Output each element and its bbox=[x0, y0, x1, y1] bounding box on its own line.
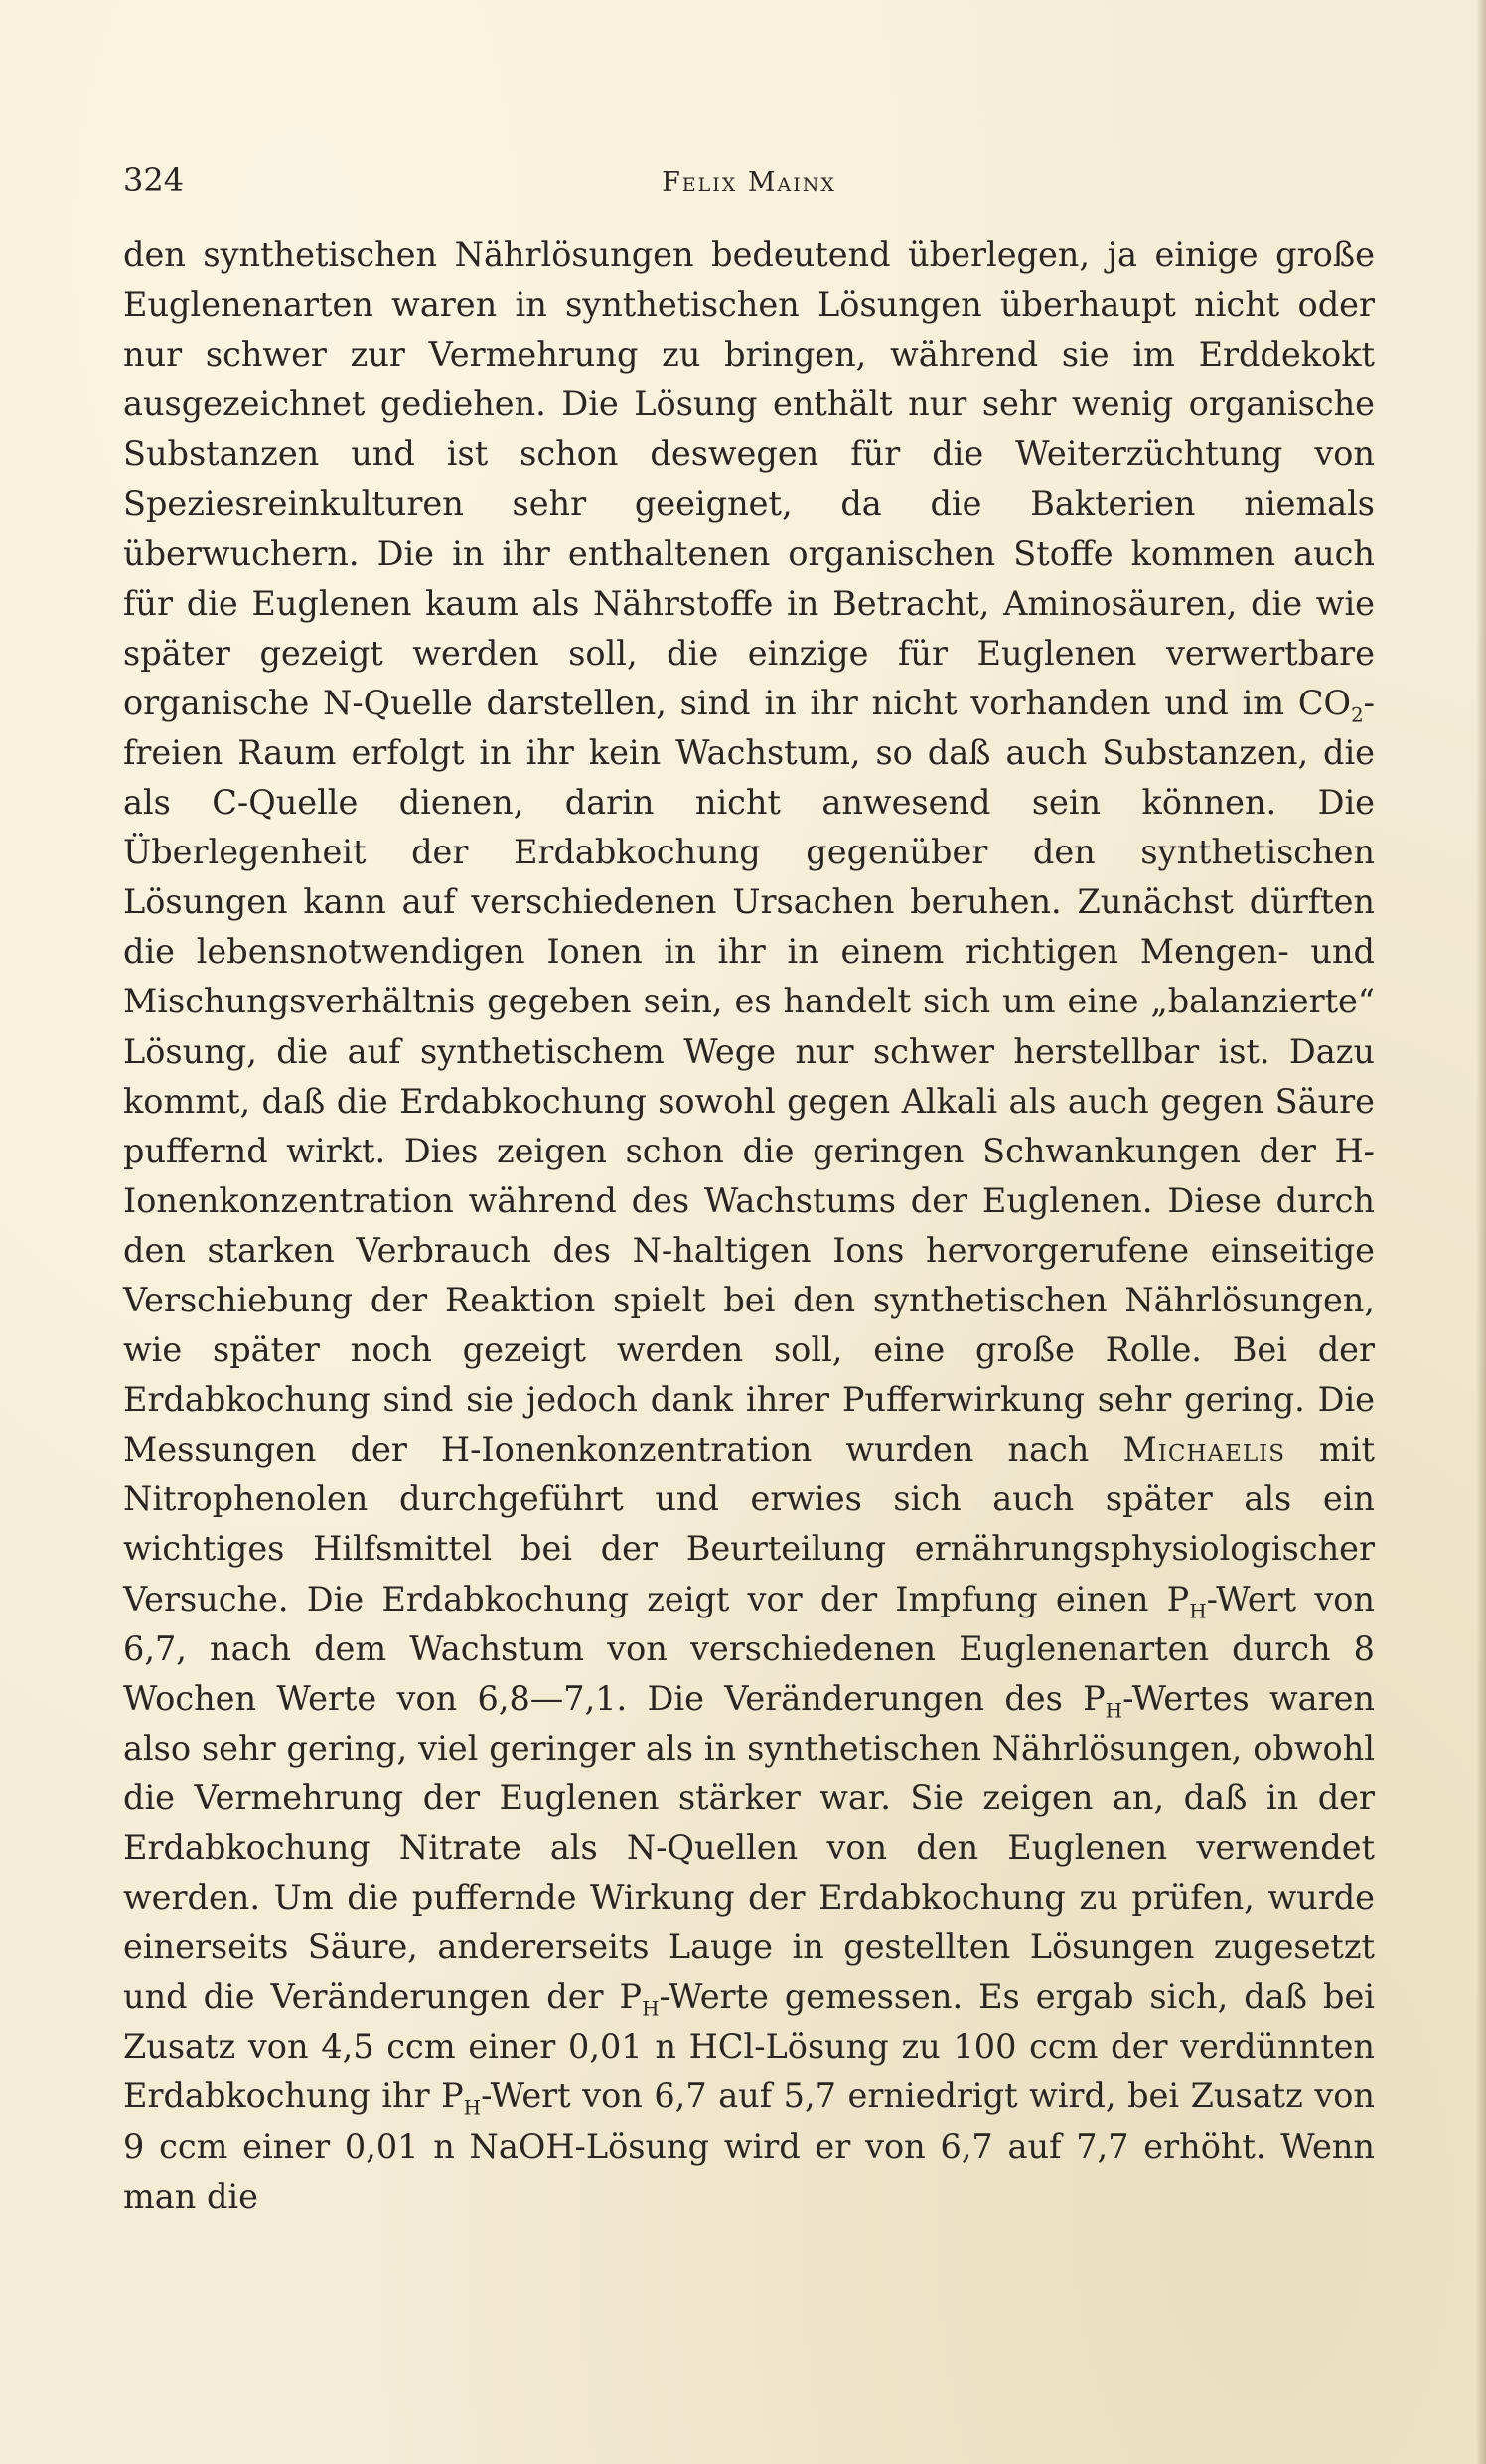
text-segment-5: -Wertes waren also sehr gering, viel geringer als in synthetischen Nährlösungen, obwohl die Vermehrung der Euglenen stärker war. Sie zeigen an, daß in der Erdabkochung Nitrate als N-Quellen von den Euglenen verwendet werden. Um die puffernde Wirkung der Erdabkochung zu prüfen, wurde einerseits Säure, andererseits Lauge in gestellten Lösungen zugesetzt und die Veränderungen der bbox=[123, 1678, 1376, 2017]
page-edge-shadow bbox=[1476, 0, 1486, 2464]
ph-subscript: H bbox=[463, 2096, 482, 2121]
text-segment-6: -Werte gemessen. Es ergab sich, daß bei Zusatz von 4,5 ccm einer 0,01 n HCl-Lösung zu 100 ccm der verdünnten Erdabkochung ihr bbox=[123, 1977, 1375, 2116]
text-segment-7: -Wert von 6,7 auf 5,7 erniedrigt wird, bei Zusatz von 9 ccm einer 0,01 n NaOH-Lösung wird er von 6,7 auf 7,7 erhöht. Wenn man die bbox=[123, 2077, 1375, 2216]
ph-subscript: H bbox=[1105, 1698, 1123, 1723]
running-head bbox=[123, 149, 1375, 209]
ph-base: P bbox=[1166, 1579, 1190, 1618]
ph-symbol-4 bbox=[441, 2077, 482, 2121]
ph-symbol-2 bbox=[1083, 1678, 1123, 1723]
ph-symbol-1 bbox=[1166, 1579, 1207, 1623]
text-segment-3: mit Nitrophenolen durchgeführt und erwies sich auch später als ein wichtiges Hilfsmittel bei der Beurteilung ernährungsphysiologischer Versuche. Die Erdabkochung zeigt vor der Impfung einen bbox=[123, 1430, 1375, 1618]
ph-subscript: H bbox=[642, 1996, 660, 2021]
page-number: 324 bbox=[123, 161, 185, 199]
text-segment-2: -freien Raum erfolgt in ihr kein Wachstum, so daß auch Substanzen, die als C-Quelle dienen, darin nicht anwesend sein können. Die Überlegenheit der Erdabkochung gegenüber den synthetischen Lösungen kann auf verschiedenen Ursachen beruhen. Zunächst dürften die lebensnotwendigen Ionen in ihr in einem richtigen Mengen- und Mischungsverhältnis gegeben sein, es handelt sich um eine „balanzierte“ Lösung, die auf synthetischem Wege nur schwer herstellbar ist. Dazu kommt, daß die Erdabkochung sowohl gegen Alkali als auch gegen Säure puffernd wirkt. Dies zeigen schon die geringen Schwankungen der H-Ionenkonzentration während des Wachstums der Euglenen. Diese durch den starken Verbrauch des N-haltigen Ions hervorgerufene einseitige Verschiebung der Reaktion spielt bei den synthetischen Nährlösungen, wie später noch gezeigt werden soll, eine große Rolle. Bei der Erdabkochung sind sie jedoch dank ihrer Pufferwirkung sehr gering. Die Messungen der H-Ionenkonzentration wurden nach bbox=[123, 683, 1375, 1469]
text-segment-1: den synthetischen Nährlösungen bedeutend überlegen, ja einige große Euglenenarten waren in synthetischen Lösungen überhaupt nicht oder nur schwer zur Vermehrung zu bringen, während sie im Erddekokt ausgezeichnet gediehen. Die Lösung enthält nur sehr wenig organische Substanzen und ist schon deswegen für die Weiterzüchtung von Speziesreinkulturen sehr geeignet, da die Bakterien niemals überwuchern. Die in ihr enthaltenen organischen Stoffe kommen auch für die Euglenen kaum als Nährstoffe in Betracht, Aminosäuren, die wie später gezeigt werden soll, die einzige für Euglenen verwertbare organische N-Quelle darstellen, sind in ihr nicht vorhanden und im bbox=[123, 235, 1375, 722]
ph-base: P bbox=[619, 1977, 643, 2017]
ph-subscript: H bbox=[1189, 1599, 1207, 1623]
ph-base: P bbox=[441, 2077, 464, 2116]
author-citation-michaelis: Michaelis bbox=[1122, 1430, 1285, 1469]
ph-symbol-3 bbox=[619, 1977, 660, 2021]
book-page bbox=[123, 149, 1375, 2222]
body-paragraph bbox=[123, 231, 1375, 2222]
running-head-author: Felix Mainx bbox=[662, 167, 836, 198]
ph-base: P bbox=[1083, 1678, 1106, 1718]
text-segment-4: -Wert von 6,7, nach dem Wachstum von verschiedenen Euglenenarten durch 8 Wochen Werte von 6,8—7,1. Die Veränderungen des bbox=[123, 1579, 1376, 1718]
co2-formula bbox=[1297, 683, 1364, 727]
co2-base: CO bbox=[1297, 683, 1351, 722]
co2-subscript: 2 bbox=[1350, 702, 1364, 727]
